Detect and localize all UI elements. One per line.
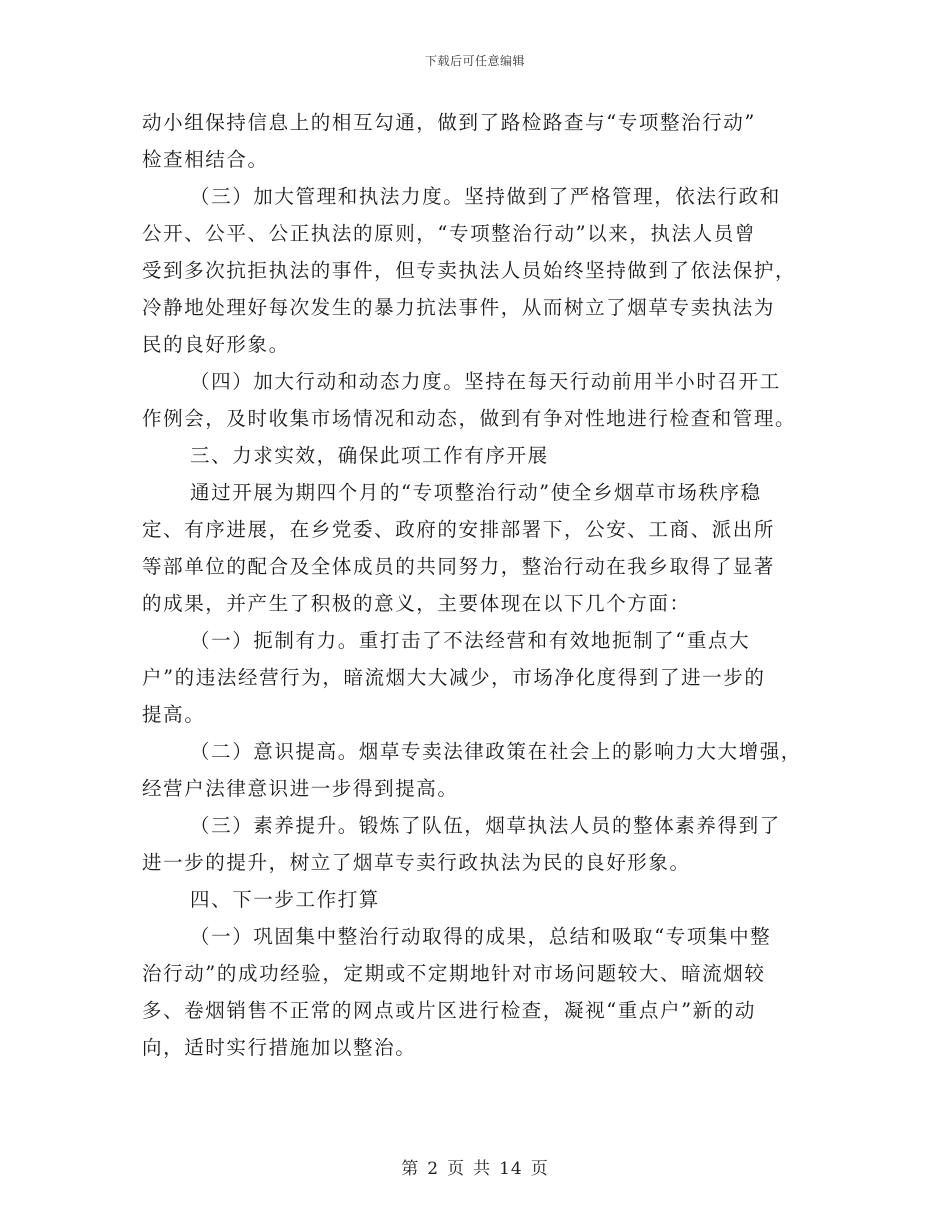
footer-current-page: 2 xyxy=(427,1159,440,1179)
body-line: （一）巩固集中整治行动取得的成果，总结和吸取“专项集中整 xyxy=(190,925,772,948)
body-line: 受到多次抗拒执法的事件，但专卖执法人员始终坚持做到了依法保护， xyxy=(142,259,797,282)
body-line: 治行动”的成功经验，定期或不定期地针对市场问题较大、暗流烟较 xyxy=(142,962,766,985)
page-header-note: 下载后可任意编辑 xyxy=(424,54,525,68)
footer-total-pages: 14 xyxy=(499,1159,523,1179)
body-line: 提高。 xyxy=(142,703,206,726)
body-line: 的成果，并产生了积极的意义，主要体现在以下几个方面： xyxy=(142,592,691,615)
body-line: （二）意识提高。烟草专卖法律政策在社会上的影响力大大增强， xyxy=(190,740,802,763)
footer-total-prefix: 共 xyxy=(473,1159,492,1179)
footer-page-suffix: 页 xyxy=(530,1159,549,1179)
body-line: 多、卷烟销售不正常的网点或片区进行检查，凝视“重点户”新的动 xyxy=(142,999,756,1022)
body-line: 作例会，及时收集市场情况和动态，做到有争对性地进行检查和管理。 xyxy=(142,407,797,430)
footer-page-prefix: 第 xyxy=(401,1159,420,1179)
body-line: （一）扼制有力。重打击了不法经营和有效地扼制了“重点大 xyxy=(190,629,751,652)
section-heading: 三、力求实效，确保此项工作有序开展 xyxy=(190,444,549,467)
body-line: 进一步的提升，树立了烟草专卖行政执法为民的良好形象。 xyxy=(142,851,691,874)
body-line: 定、有序进展，在乡党委、政府的安排部署下，公安、工商、派出所 xyxy=(142,518,776,541)
body-line: 公开、公平、公正执法的原则，“专项整治行动”以来，执法人员曾 xyxy=(142,222,756,245)
section-heading: 四、下一步工作打算 xyxy=(190,888,380,911)
body-line: 民的良好形象。 xyxy=(142,333,290,356)
document-body xyxy=(142,104,810,1066)
page-footer xyxy=(0,1154,950,1179)
body-line: （四）加大行动和动态力度。坚持在每天行动前用半小时召开工 xyxy=(190,370,781,393)
body-line: 等部单位的配合及全体成员的共同努力，整治行动在我乡取得了显著 xyxy=(142,555,776,578)
body-line: 户”的违法经营行为，暗流烟大大减少，市场净化度得到了进一步的 xyxy=(142,666,766,689)
body-line: 检查相结合。 xyxy=(142,148,269,171)
body-line: 动小组保持信息上的相互勾通，做到了路检路查与“专项整治行动” xyxy=(142,111,756,134)
footer-page-mid: 页 xyxy=(447,1159,466,1179)
body-line: （三）加大管理和执法力度。坚持做到了严格管理，依法行政和 xyxy=(190,185,781,208)
body-line: 通过开展为期四个月的“专项整治行动”使全乡烟草市场秩序稳 xyxy=(190,481,762,504)
body-line: 冷静地处理好每次发生的暴力抗法事件，从而树立了烟草专卖执法为 xyxy=(142,296,776,319)
body-line: 向，适时实行措施加以整治。 xyxy=(142,1036,417,1059)
body-line: 经营户法律意识进一步得到提高。 xyxy=(142,777,459,800)
body-line: （三）素养提升。锻炼了队伍，烟草执法人员的整体素养得到了 xyxy=(190,814,781,837)
